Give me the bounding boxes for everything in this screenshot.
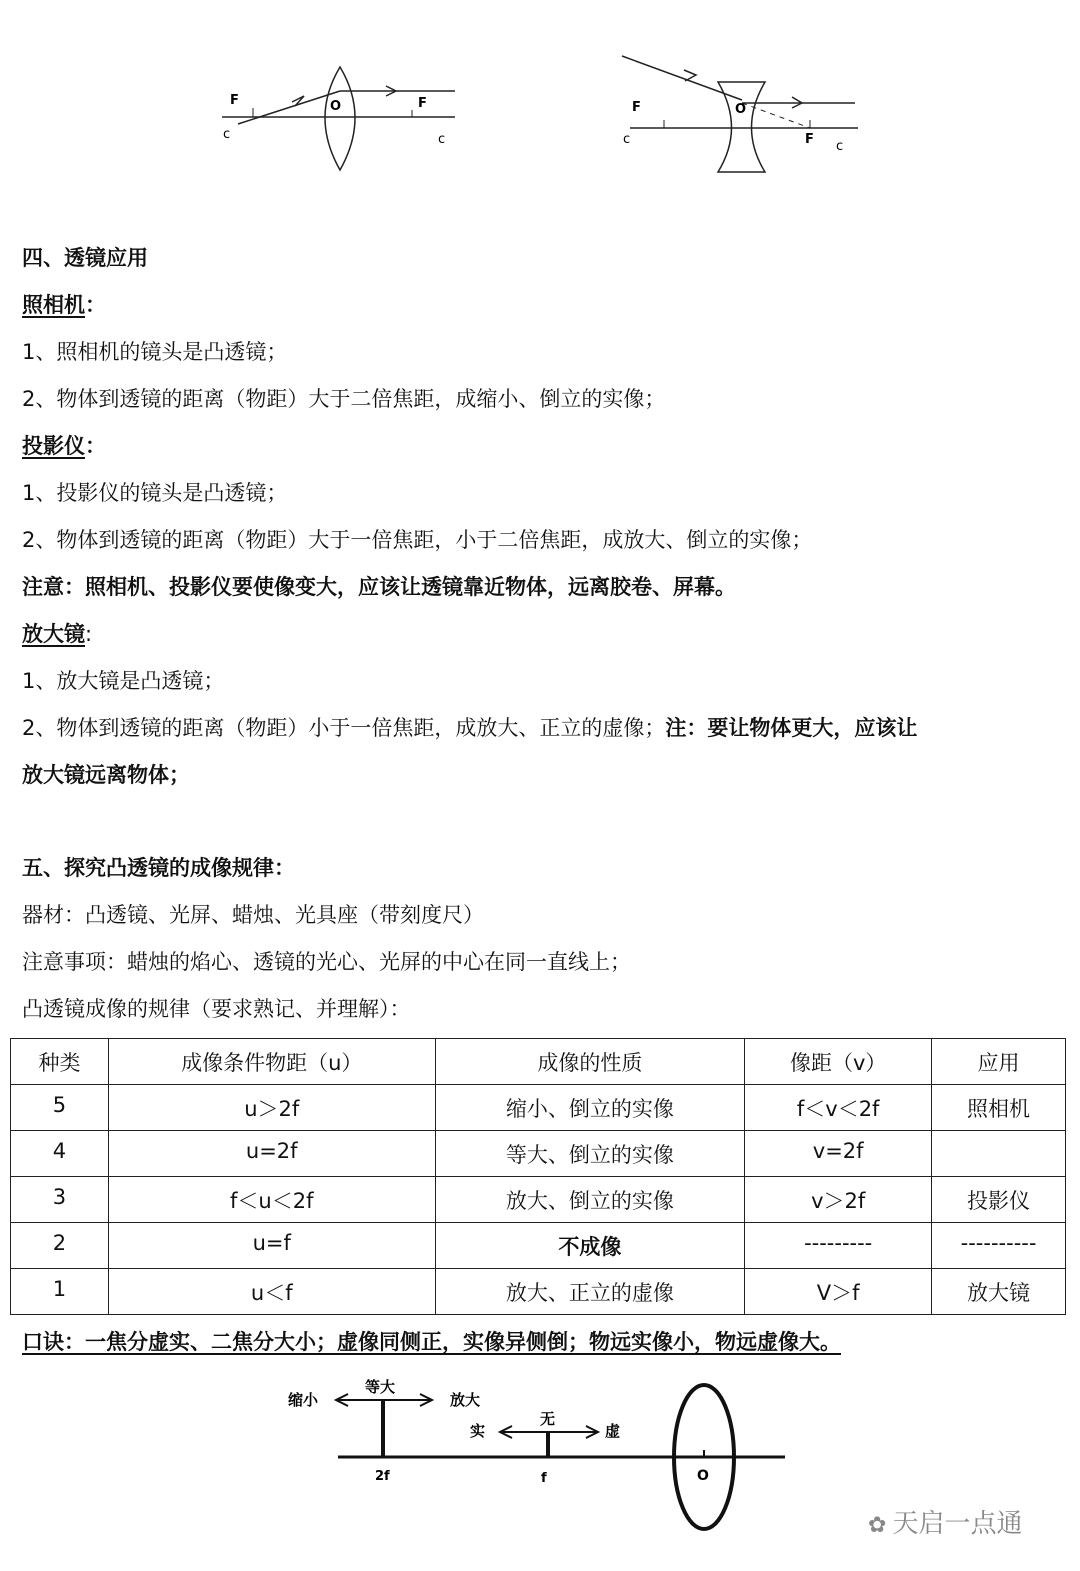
table-cell: f＜u＜2f [108,1177,435,1223]
label-none: 无 [540,1410,556,1428]
table-cell: 3 [11,1177,109,1223]
label-F-left: F [632,100,641,115]
table-cell [932,1131,1066,1177]
table-cell: f＜v＜2f [745,1085,932,1131]
table-cell: 5 [11,1085,109,1131]
table-header: 像距（v） [745,1039,932,1085]
label-o: O [697,1468,709,1484]
label-o: O [330,99,342,114]
label-virtual: 虚 [605,1422,621,1440]
table-cell: 照相机 [932,1085,1066,1131]
wechat-icon: ✿ [868,1513,887,1538]
watermark-text: 天启一点通 [892,1509,1023,1539]
label-equal: 等大 [365,1378,396,1396]
table-cell: u＞2f [108,1085,435,1131]
table-row [11,1131,1066,1177]
magnifier-line-2 [22,713,917,743]
concave-lens [718,82,765,172]
concave-lens-diagram [622,56,858,172]
camera-title: 照相机 [22,293,85,317]
table-cell: v=2f [745,1131,932,1177]
label-c-right: c [438,132,446,147]
note-line: 注意：照相机、投影仪要使像变大，应该让透镜靠近物体，远离胶卷、屏幕。 [22,575,736,599]
table-cell: V＞f [745,1269,932,1315]
label-c-right: c [836,139,844,154]
table-row [11,1177,1066,1223]
label-F-left: F [230,93,239,108]
label-enlarge: 放大 [450,1391,481,1409]
table-cell: 1 [11,1269,109,1315]
table-cell: v＞2f [745,1177,932,1223]
projector-title-line [22,431,106,461]
table-cell: 等大、倒立的实像 [435,1131,745,1177]
table-cell: 不成像 [435,1223,745,1269]
projector-line-1: 1、投影仪的镜头是凸透镜； [22,481,288,505]
table-cell: 放大、正立的虚像 [435,1269,745,1315]
table-header: 种类 [11,1039,109,1085]
magnifier-line-2a: 2、物体到透镜的距离（物距）小于一倍焦距，成放大、正立的虚像； [22,716,666,740]
magnifier-line-2b: 注：要让物体更大，应该让 [665,716,918,740]
notes-line: 注意事项：蜡烛的焰心、透镜的光心、光屏的中心在同一直线上； [22,950,631,974]
table-cell: u=2f [108,1131,435,1177]
table-cell: 4 [11,1131,109,1177]
label-real: 实 [470,1422,486,1440]
table-cell: 缩小、倒立的实像 [435,1085,745,1131]
label-F-right: F [418,96,427,111]
label-c-left: c [623,132,631,147]
mnemonic-line: 口诀：一焦分虚实、二焦分大小；虚像同侧正，实像异侧倒；物远实像小，物远虚像大。 [22,1330,841,1354]
table-header: 应用 [932,1039,1066,1085]
label-2f: 2f [375,1469,390,1484]
projector-title-colon: ： [85,434,106,458]
convex-lens-diagram [222,67,455,170]
camera-title-line [22,290,106,320]
projector-line-2: 2、物体到透镜的距离（物距）大于一倍焦距，小于二倍焦距，成放大、倒立的实像； [22,528,813,552]
table-cell: --------- [745,1223,932,1269]
table-cell: ---------- [932,1223,1066,1269]
equipment-line: 器材：凸透镜、光屏、蜡烛、光具座（带刻度尺） [22,903,484,927]
camera-title-colon: ： [85,293,106,317]
label-o: O [735,102,747,117]
table-row [11,1269,1066,1315]
rule-intro-line: 凸透镜成像的规律（要求熟记、并理解）： [22,997,411,1021]
label-shrink: 缩小 [288,1391,319,1409]
table-cell: 投影仪 [932,1177,1066,1223]
magnifier-title: 放大镜 [22,622,85,646]
imaging-rules-table [10,1038,1066,1315]
label-c-left: c [223,127,231,142]
table-header-row [11,1039,1066,1085]
table-cell: u＜f [108,1269,435,1315]
magnifier-line-1: 1、放大镜是凸透镜； [22,669,225,693]
magnifier-title-colon: : [85,622,93,646]
camera-line-2: 2、物体到透镜的距离（物距）大于二倍焦距，成缩小、倒立的实像； [22,387,666,411]
table-header: 成像的性质 [435,1039,745,1085]
label-F-right: F [805,132,814,147]
table-cell: 放大镜 [932,1269,1066,1315]
imaging-rule-diagram [0,1370,1080,1570]
section4-heading: 四、透镜应用 [22,246,148,270]
lens-diagrams [0,0,1080,200]
table-header: 成像条件物距（u） [108,1039,435,1085]
table-cell: 放大、倒立的实像 [435,1177,745,1223]
convex-lens [325,67,355,170]
section5-heading: 五、探究凸透镜的成像规律： [22,856,295,880]
label-f: f [541,1471,547,1486]
watermark [868,1503,1022,1540]
magnifier-title-line [22,619,92,649]
table-cell: u=f [108,1223,435,1269]
table-row [11,1223,1066,1269]
camera-line-1: 1、照相机的镜头是凸透镜； [22,340,288,364]
table-row [11,1085,1066,1131]
light-ray [622,56,742,100]
table-cell: 2 [11,1223,109,1269]
projector-title: 投影仪 [22,434,85,458]
magnifier-line-3: 放大镜远离物体； [22,763,190,787]
